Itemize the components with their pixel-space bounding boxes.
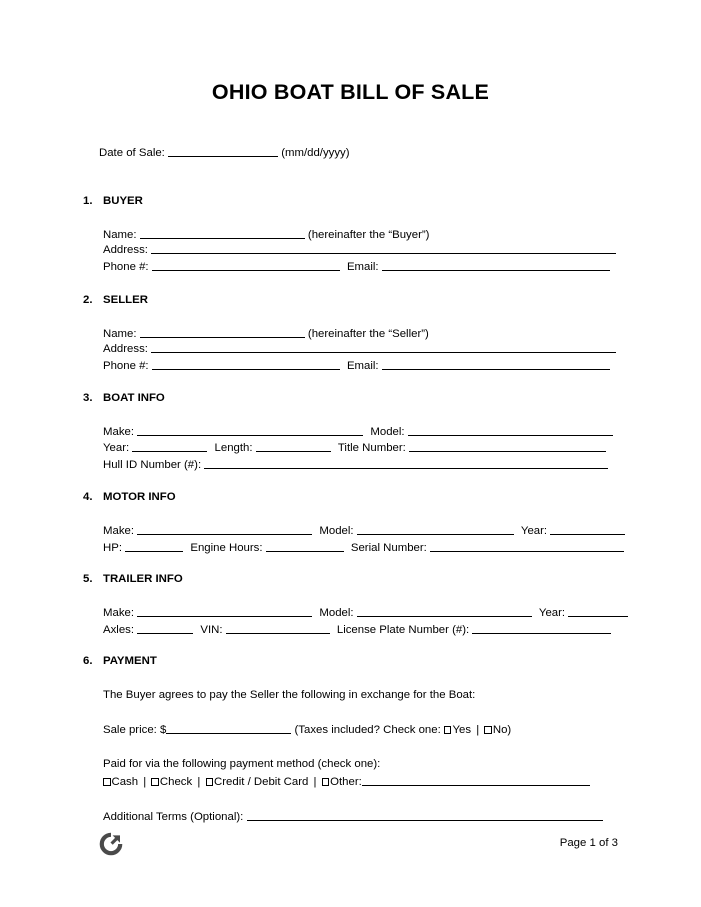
payment-divider-1: |: [143, 776, 147, 788]
section-heading-buyer: BUYER: [103, 195, 143, 207]
seller-address-line: [103, 342, 616, 356]
trailer-vin-label: VIN:: [200, 624, 223, 636]
section-number-4: 4.: [83, 491, 93, 503]
section-number-5: 5.: [83, 573, 93, 585]
boat-make-label: Make:: [103, 426, 135, 438]
motor-hp-label: HP:: [103, 542, 122, 554]
motor-model-input[interactable]: [357, 524, 514, 535]
motor-engine-hours-label: Engine Hours:: [190, 542, 263, 554]
trailer-model-label: Model:: [319, 607, 354, 619]
boat-title-number-input[interactable]: [409, 441, 606, 452]
trailer-year-label: Year:: [538, 607, 566, 619]
seller-name-input[interactable]: [140, 327, 305, 338]
seller-name-line: [103, 327, 429, 341]
date-of-sale-input[interactable]: [168, 146, 278, 157]
sale-price-input[interactable]: [166, 723, 291, 734]
buyer-name-label: Name:: [103, 229, 137, 241]
buyer-email-input[interactable]: [382, 260, 610, 271]
payment-cash-checkbox[interactable]: [103, 778, 111, 786]
page-number: Page 1 of 3: [559, 837, 618, 849]
taxes-included-question: (Taxes included? Check one:: [294, 724, 441, 736]
buyer-address-label: Address:: [103, 244, 148, 256]
section-number-6: 6.: [83, 655, 93, 667]
section-heading-boat-info: BOAT INFO: [103, 392, 165, 404]
payment-other-input[interactable]: [362, 775, 590, 786]
motor-make-input[interactable]: [137, 524, 312, 535]
trailer-vin-input[interactable]: [226, 623, 330, 634]
seller-phone-input[interactable]: [152, 359, 340, 370]
payment-other-checkbox[interactable]: [322, 778, 330, 786]
additional-terms-input[interactable]: [247, 810, 603, 821]
buyer-name-suffix: (hereinafter the “Buyer”): [307, 229, 430, 241]
taxes-yes-label: Yes: [452, 724, 472, 736]
motor-serial-number-input[interactable]: [430, 541, 624, 552]
trailer-make-input[interactable]: [137, 606, 312, 617]
payment-cash-label: Cash: [111, 776, 139, 788]
boat-year-label: Year:: [103, 442, 130, 454]
section-heading-trailer-info: TRAILER INFO: [103, 573, 183, 585]
section-heading-payment: PAYMENT: [103, 655, 157, 667]
buyer-phone-label: Phone #:: [103, 261, 149, 273]
additional-terms-label: Additional Terms (Optional):: [103, 811, 244, 823]
buyer-phone-email-line: [103, 260, 610, 274]
trailer-year-input[interactable]: [568, 606, 628, 617]
payment-method-options-line: [103, 775, 590, 789]
section-heading-seller: SELLER: [103, 294, 148, 306]
buyer-name-line: [103, 228, 429, 242]
seller-name-label: Name:: [103, 328, 137, 340]
motor-model-label: Model:: [319, 525, 354, 537]
taxes-closing-paren: ): [507, 724, 512, 736]
buyer-address-line: [103, 243, 616, 257]
motor-hp-input[interactable]: [125, 541, 183, 552]
taxes-yes-checkbox[interactable]: [444, 726, 452, 734]
section-number-1: 1.: [83, 195, 93, 207]
payment-credit-debit-checkbox[interactable]: [206, 778, 214, 786]
motor-year-input[interactable]: [550, 524, 625, 535]
payment-intro-text: The Buyer agrees to pay the Seller the following in exchange for the Boat:: [103, 689, 476, 701]
trailer-axles-vin-plate-line: [103, 623, 611, 637]
seller-phone-label: Phone #:: [103, 360, 149, 372]
motor-engine-hours-input[interactable]: [266, 541, 344, 552]
payment-method-prompt: Paid for via the following payment method (check one):: [103, 758, 381, 770]
payment-divider-2: |: [197, 776, 201, 788]
motor-hp-hours-serial-line: [103, 541, 624, 555]
boat-hull-id-input[interactable]: [204, 458, 608, 469]
seller-address-input[interactable]: [151, 342, 616, 353]
boat-year-length-title-line: [103, 441, 606, 455]
section-number-2: 2.: [83, 294, 93, 306]
motor-make-model-year-line: [103, 524, 625, 538]
trailer-license-plate-label: License Plate Number (#):: [336, 624, 470, 636]
boat-model-input[interactable]: [408, 425, 613, 436]
sale-price-label: Sale price: $: [103, 724, 167, 736]
taxes-no-label: No: [492, 724, 508, 736]
boat-hull-id-label: Hull ID Number (#):: [103, 459, 202, 471]
buyer-email-label: Email:: [346, 261, 379, 273]
section-heading-motor-info: MOTOR INFO: [103, 491, 176, 503]
date-of-sale-line: [99, 146, 350, 160]
boat-make-model-line: [103, 425, 613, 439]
section-number-3: 3.: [83, 392, 93, 404]
boat-title-number-label: Title Number:: [337, 442, 406, 454]
motor-serial-number-label: Serial Number:: [350, 542, 427, 554]
payment-check-checkbox[interactable]: [151, 778, 159, 786]
boat-make-input[interactable]: [137, 425, 363, 436]
boat-length-input[interactable]: [256, 441, 331, 452]
seller-phone-email-line: [103, 359, 610, 373]
motor-year-label: Year:: [520, 525, 548, 537]
buyer-name-input[interactable]: [140, 228, 305, 239]
trailer-axles-input[interactable]: [137, 623, 193, 634]
boat-model-label: Model:: [370, 426, 405, 438]
trailer-axles-label: Axles:: [103, 624, 135, 636]
seller-email-input[interactable]: [382, 359, 610, 370]
boat-year-input[interactable]: [132, 441, 207, 452]
circular-arrow-logo-icon: [99, 832, 123, 856]
sale-price-line: [103, 723, 511, 737]
trailer-make-model-year-line: [103, 606, 628, 620]
additional-terms-line: [103, 810, 603, 824]
boat-hull-id-line: [103, 458, 608, 472]
buyer-phone-input[interactable]: [152, 260, 340, 271]
date-of-sale-label: Date of Sale:: [99, 147, 165, 159]
payment-credit-debit-label: Credit / Debit Card: [214, 776, 309, 788]
trailer-make-label: Make:: [103, 607, 135, 619]
payment-other-label: Other:: [330, 776, 362, 788]
motor-make-label: Make:: [103, 525, 135, 537]
seller-address-label: Address:: [103, 343, 148, 355]
date-format-hint: (mm/dd/yyyy): [281, 147, 350, 159]
trailer-model-input[interactable]: [357, 606, 532, 617]
trailer-license-plate-input[interactable]: [472, 623, 611, 634]
boat-length-label: Length:: [214, 442, 253, 454]
seller-name-suffix: (hereinafter the “Seller”): [307, 328, 429, 340]
page-title: OHIO BOAT BILL OF SALE: [211, 80, 490, 104]
payment-check-label: Check: [159, 776, 193, 788]
buyer-address-input[interactable]: [151, 243, 616, 254]
taxes-no-checkbox[interactable]: [484, 726, 492, 734]
taxes-divider: |: [476, 724, 480, 736]
payment-divider-3: |: [313, 776, 317, 788]
seller-email-label: Email:: [346, 360, 379, 372]
